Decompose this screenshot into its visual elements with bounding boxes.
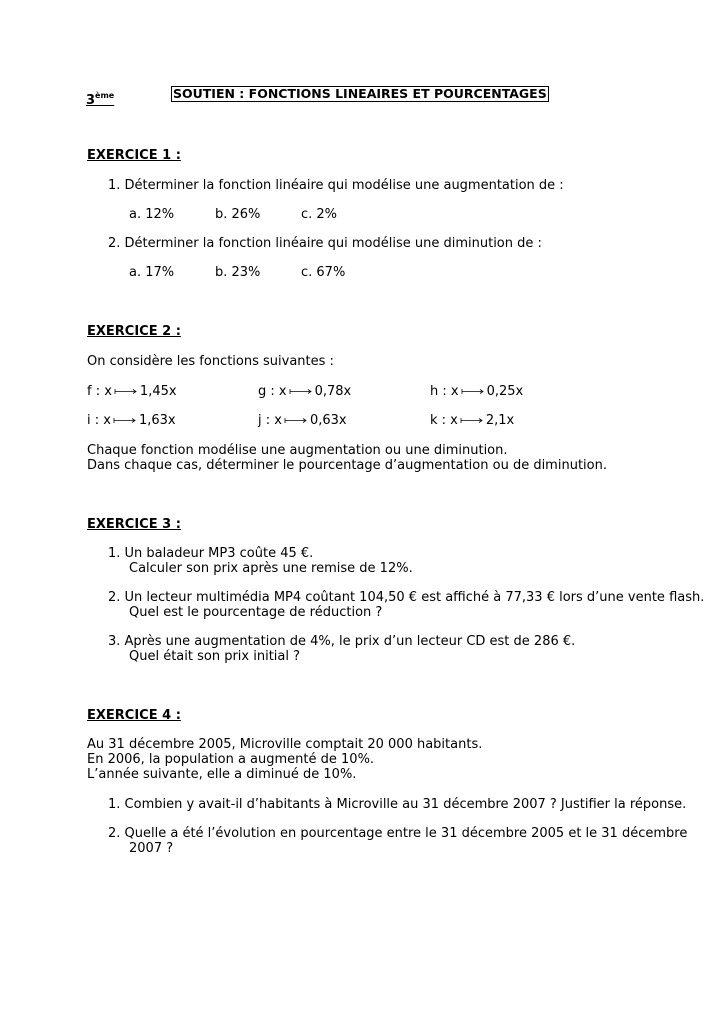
exercise-4-line-3: L’année suivante, elle a diminué de 10%.: [87, 767, 357, 782]
grade-number: 3: [86, 93, 96, 108]
exercise-1-option: b. 23%: [215, 265, 261, 280]
exercise-1-question-2: 2. Déterminer la fonction linéaire qui modélise une diminution de :: [108, 236, 542, 251]
function-g: g : x 0,78x: [258, 384, 352, 399]
function-j: j : x 0,63x: [258, 413, 347, 428]
maps-to-arrow-icon: [113, 416, 137, 425]
exercise-3-question-1-line-2: Calculer son prix après une remise de 12%.: [129, 561, 413, 576]
exercise-4-question-2: 2. Quelle a été l’évolution en pourcentage entre le 31 décembre 2005 et le 31 décembre: [108, 826, 688, 841]
exercise-1-option: a. 12%: [129, 207, 175, 222]
exercise-4-title: EXERCICE 4 :: [87, 708, 181, 723]
grade-sup: ème: [95, 91, 115, 100]
maps-to-arrow-icon: [284, 416, 308, 425]
maps-to-arrow-icon: [460, 416, 484, 425]
exercise-3-question-3: 3. Après une augmentation de 4%, le prix d’un lecteur CD est de 286 €.: [108, 634, 576, 649]
exercise-3-question-1: 1. Un baladeur MP3 coûte 45 €.: [108, 546, 314, 561]
exercise-2-line-2: Dans chaque cas, déterminer le pourcentage d’augmentation ou de diminution.: [87, 458, 607, 473]
exercise-1-option: c. 67%: [301, 265, 346, 280]
page-title: SOUTIEN : FONCTIONS LINEAIRES ET POURCENTAGES: [173, 86, 547, 101]
exercise-4-question-2-line-2: 2007 ?: [129, 841, 174, 856]
exercise-1-option: c. 2%: [301, 207, 338, 222]
exercise-2-line-1: Chaque fonction modélise une augmentation ou une diminution.: [87, 443, 508, 458]
function-h: h : x 0,25x: [430, 384, 524, 399]
exercise-2-title: EXERCICE 2 :: [87, 324, 181, 339]
maps-to-arrow-icon: [289, 387, 313, 396]
exercise-4-line-2: En 2006, la population a augmenté de 10%.: [87, 752, 375, 767]
exercise-4-line-1: Au 31 décembre 2005, Microville comptait 20 000 habitants.: [87, 737, 483, 752]
exercise-1-title: EXERCICE 1 :: [87, 148, 181, 163]
function-i: i : x 1,63x: [87, 413, 176, 428]
exercise-3-question-2-line-2: Quel est le pourcentage de réduction ?: [129, 605, 383, 620]
function-f: f : x 1,45x: [87, 384, 177, 399]
exercise-2-intro: On considère les fonctions suivantes :: [87, 354, 334, 369]
exercise-1-option: b. 26%: [215, 207, 261, 222]
function-k: k : x 2,1x: [430, 413, 515, 428]
maps-to-arrow-icon: [461, 387, 485, 396]
maps-to-arrow-icon: [114, 387, 138, 396]
exercise-3-question-2: 2. Un lecteur multimédia MP4 coûtant 104,50 € est affiché à 77,33 € lors d’une vente flash.: [108, 590, 705, 605]
grade-label: [86, 88, 114, 108]
exercise-3-question-3-line-2: Quel était son prix initial ?: [129, 649, 301, 664]
exercise-3-title: EXERCICE 3 :: [87, 517, 181, 532]
exercise-1-option: a. 17%: [129, 265, 175, 280]
exercise-1-question-1: 1. Déterminer la fonction linéaire qui modélise une augmentation de :: [108, 178, 564, 193]
exercise-4-question-1: 1. Combien y avait-il d’habitants à Microville au 31 décembre 2007 ? Justifier la réponse.: [108, 797, 687, 812]
